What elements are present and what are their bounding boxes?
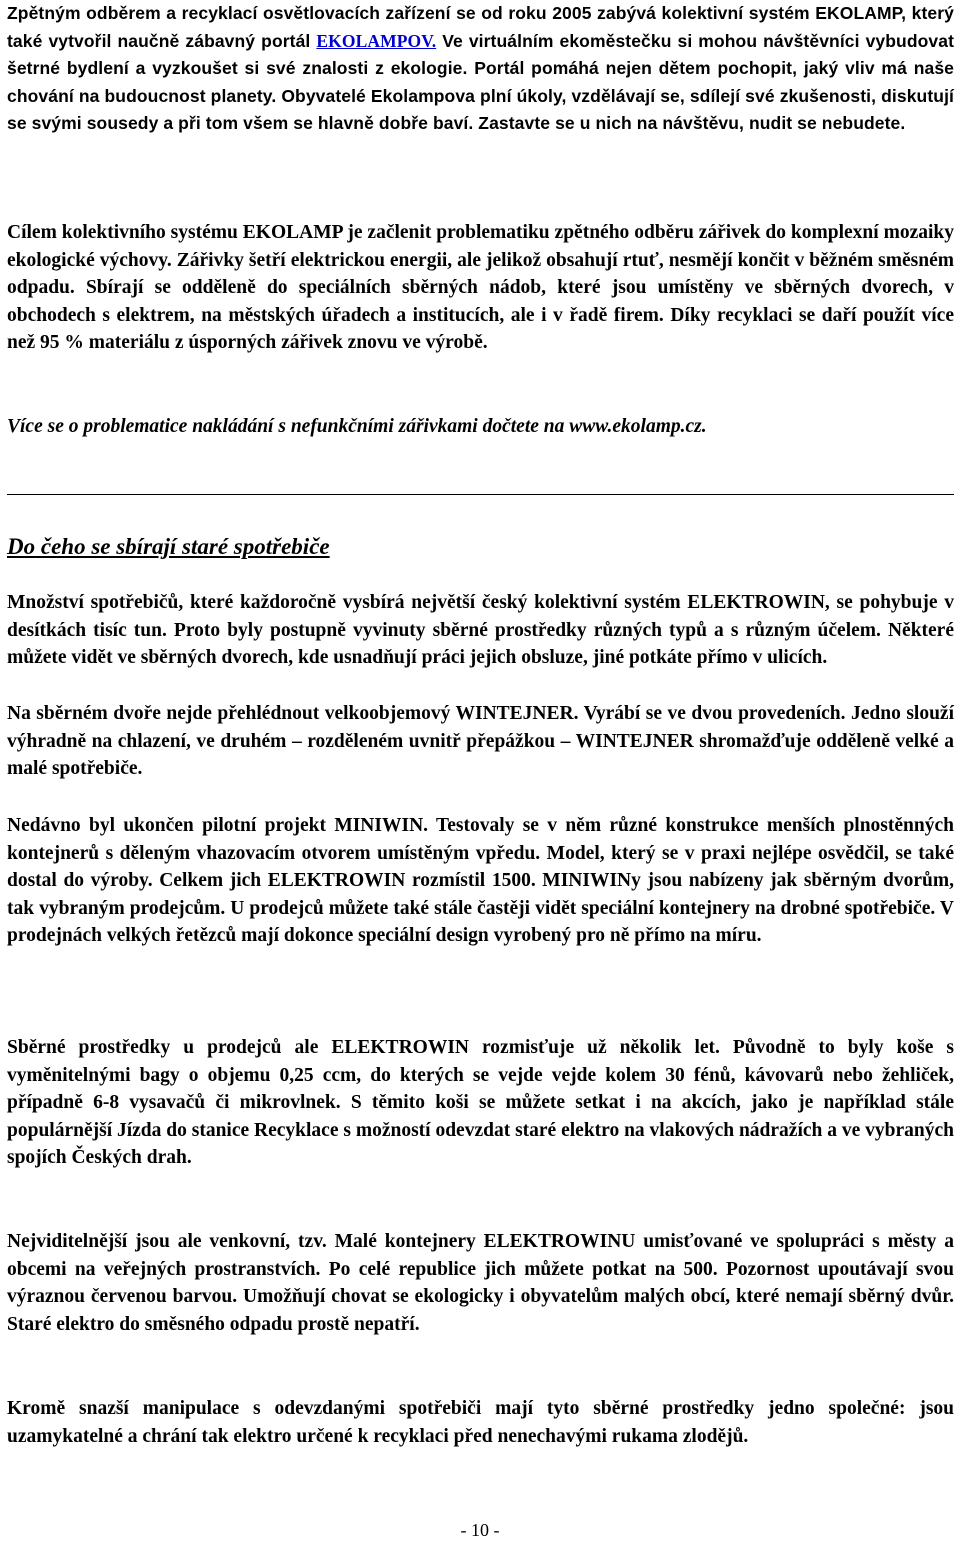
intro-text-before-link: Zpětným odběrem a recyklací osvětlovacích zařízení se od roku 2005 zabývá kolektivní systém EKOLAMP, který také vytvořil naučně zábavný portál [7, 3, 954, 51]
intro-text-after-link: Ve virtuálním ekoměstečku si mohou návštěvníci vybudovat šetrné bydlení a vyzkoušet si své znalosti z ekologie. Portál pomáhá nejen dětem pochopit, jaký vliv má naše chování na budoucnost planety. Obyvatelé Ekolampova plní úkoly, vzdělávají se, sdílejí své zkušenosti, diskutují se svými sousedy a při tom všem se hlavně dobře baví. Zastavte se u nich na návštěvu, nudit se nebudete. [7, 30, 954, 133]
ekolampov-link[interactable]: EKOLAMPOV. [316, 30, 437, 51]
horizontal-divider [7, 494, 954, 495]
paragraph-miniwin: Nedávno byl ukončen pilotní projekt MINIWIN. Testovaly se v něm různé konstrukce menších plnostěnných kontejnerů s děleným vhazovacím otvorem umístěným vpředu. Model, který se v praxi nejlépe osvědčil, se také dostal do výroby. Celkem jich ELEKTROWIN rozmístil 1500. MINIWINy jsou nabízeny jak sběrným dvorům, tak vybraným prodejcům. U prodejců můžete také stále častěji vidět speciální kontejnery na drobné spotřebiče. V prodejnách velkých řetězců mají dokonce speciální design vyrobený pro ně přímo na míru. [7, 815, 954, 946]
paragraph-wintejner: Na sběrném dvoře nejde přehlédnout velkoobjemový WINTEJNER. Vyrábí se ve dvou provedeních. Jedno slouží výhradně na chlazení, ve druhém – rozděleném uvnitř přepážkou – WINTEJNER shromažďuje odděleně velké a malé spotřebiče. [7, 703, 954, 779]
more-info-paragraph: Více se o problematice nakládání s nefunkčními zářivkami dočtete na www.ekolamp.cz. [7, 416, 707, 437]
intro-paragraph [7, 0, 954, 138]
page-number: - 10 - [460, 1520, 500, 1540]
section-heading: Do čeho se sbírají staré spotřebiče [7, 534, 330, 559]
paragraph-outdoor-containers: Nejviditelnější jsou ale venkovní, tzv. Malé kontejnery ELEKTROWINU umisťované ve spolupráci s městy a obcemi na veřejných prostranstvích. Po celé republice jich můžete potkat na 500. Pozornost upoutávají svou výraznou červenou barvou. Umožňují chovat se ekologicky i obyvatelům malých obcí, které nemají sběrný dvůr. Staré elektro do směsného odpadu prostě nepatří. [7, 1231, 954, 1335]
paragraph-retail-bins: Sběrné prostředky u prodejců ale ELEKTROWIN rozmisťuje už několik let. Původně to byly koše s vyměnitelnými bagy o objemu 0,25 ccm, do kterých se vejde vejde kolem 30 fénů, kávovarů nebo žehliček, případně 6-8 vysavačů či mikrovlnek. S těmito koši se můžete setkat i na akcích, jako je například stále populárnější Jízda do stanice Recyklace s možností odevzdat staré elektro na vlakových nádražích a ve vybraných spojích Českých drah. [7, 1037, 954, 1168]
ekolamp-paragraph: Cílem kolektivního systému EKOLAMP je začlenit problematiku zpětného odběru zářivek do komplexní mozaiky ekologické výchovy. Zářivky šetří elektrickou energii, ale jelikož obsahují rtuť, nesmějí končit v běžném směsném odpadu. Sbírají se odděleně do speciálních sběrných nádob, které jsou umístěny ve sběrných dvorech, v obchodech s elektrem, na městských úřadech a institucích, ale i v řadě firem. Díky recyklaci se daří použít více než 95 % materiálu z úsporných zářivek znovu ve výrobě. [7, 222, 954, 353]
paragraph-security: Kromě snazší manipulace s odevzdanými spotřebiči mají tyto sběrné prostředky jedno společné: jsou uzamykatelné a chrání tak elektro určené k recyklaci před nenechavými rukama zlodějů. [7, 1398, 954, 1447]
paragraph-collection-intro: Množství spotřebičů, které každoročně vysbírá největší český kolektivní systém ELEKTROWIN, se pohybuje v desítkách tisíc tun. Proto byly postupně vyvinuty sběrné prostředky různých typů a s různým účelem. Některé můžete vidět ve sběrných dvorech, kde usnadňují práci jejich obsluze, jiné potkáte přímo v ulicích. [7, 592, 954, 668]
